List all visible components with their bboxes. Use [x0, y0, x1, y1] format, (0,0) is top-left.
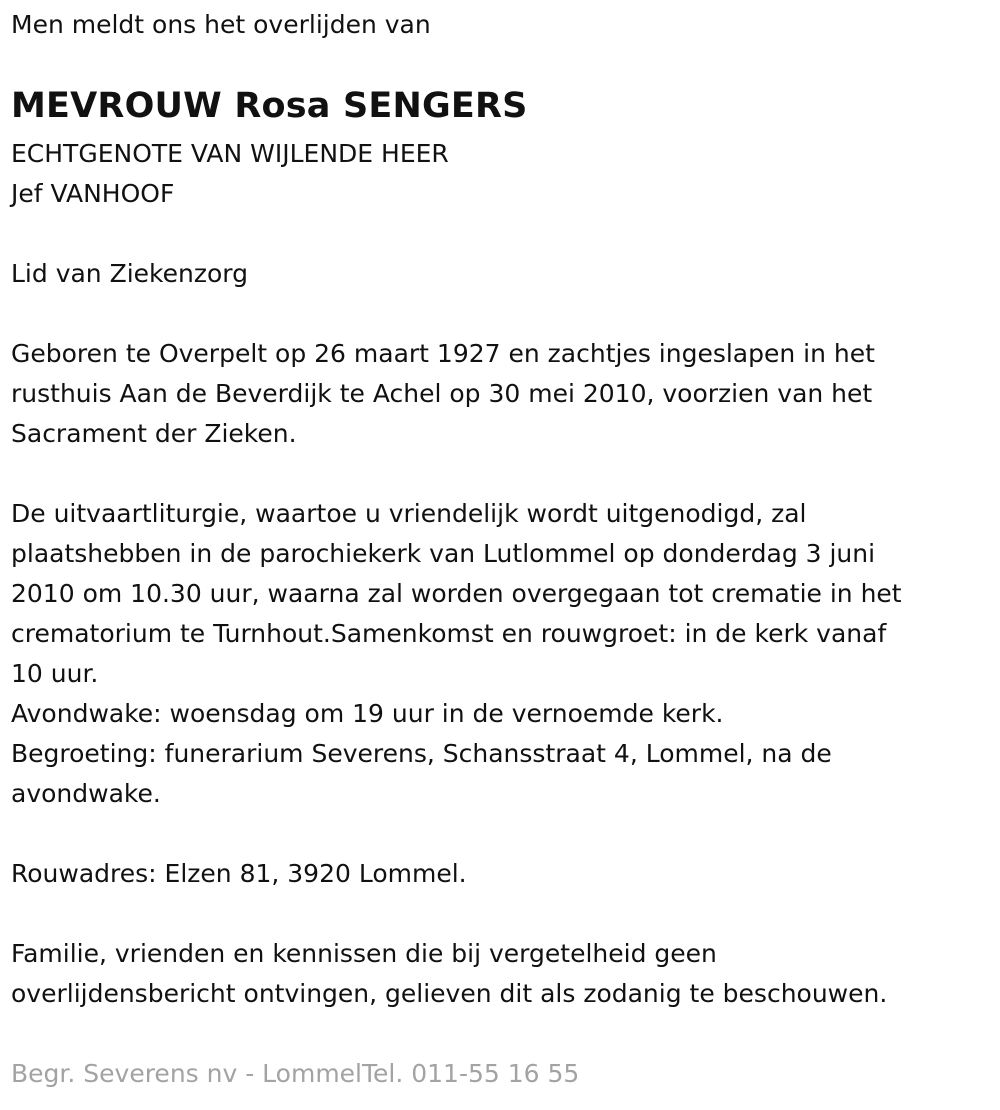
funeral-line: crematorium te Turnhout.Samenkomst en rouwgroet: in de kerk vanaf — [11, 619, 887, 648]
birth-death-line: Sacrament der Zieken. — [11, 419, 297, 448]
greeting-line: Begroeting: funerarium Severens, Schansstraat 4, Lommel, na de — [11, 739, 832, 768]
funeral-line: plaatshebben in de parochiekerk van Lutlommel op donderdag 3 juni — [11, 539, 876, 568]
mourning-address: Rouwadres: Elzen 81, 3920 Lommel. — [11, 859, 467, 888]
wake-line: Avondwake: woensdag om 19 uur in de vernoemde kerk. — [11, 699, 724, 728]
birth-death-line: Geboren te Overpelt op 26 maart 1927 en zachtjes ingeslapen in het — [11, 339, 875, 368]
spouse-name: Jef VANHOOF — [11, 179, 175, 208]
spouse-title: ECHTGENOTE VAN WIJLENDE HEER — [11, 139, 449, 168]
membership-text: Lid van Ziekenzorg — [11, 259, 248, 288]
spouse-block — [11, 134, 449, 214]
funeral-home-footer: Begr. Severens nv - LommelTel. 011-55 16 55 — [11, 1059, 580, 1088]
greeting-line: avondwake. — [11, 779, 161, 808]
notice-line: Familie, vrienden en kennissen die bij vergetelheid geen — [11, 939, 717, 968]
deceased-name: MEVROUW Rosa SENGERS — [11, 86, 528, 126]
birth-death-paragraph — [11, 334, 875, 454]
funeral-line: De uitvaartliturgie, waartoe u vriendelijk wordt uitgenodigd, zal — [11, 499, 807, 528]
intro-text: Men meldt ons het overlijden van — [11, 10, 431, 39]
birth-death-line: rusthuis Aan de Beverdijk te Achel op 30 mei 2010, voorzien van het — [11, 379, 873, 408]
funeral-line: 10 uur. — [11, 659, 99, 688]
notice-paragraph — [11, 934, 887, 1014]
funeral-line: 2010 om 10.30 uur, waarna zal worden overgegaan tot crematie in het — [11, 579, 902, 608]
notice-line: overlijdensbericht ontvingen, gelieven dit als zodanig te beschouwen. — [11, 979, 888, 1008]
funeral-paragraph — [11, 494, 902, 814]
